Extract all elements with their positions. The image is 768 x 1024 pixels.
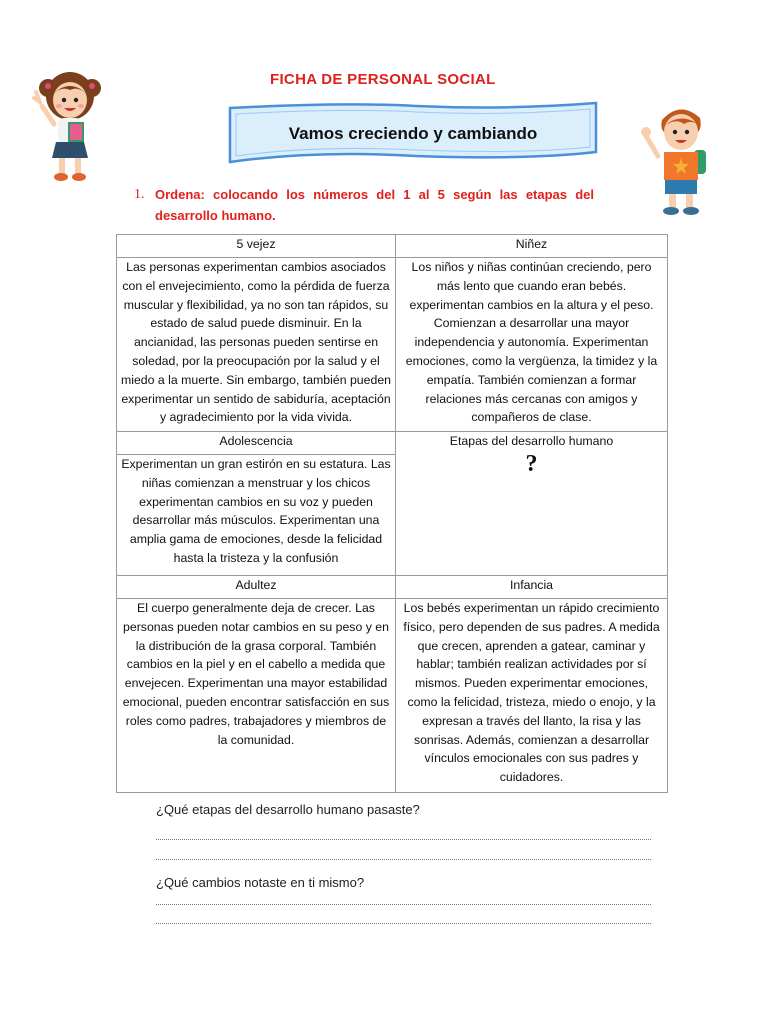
table-row — [117, 432, 668, 455]
activity-instruction — [134, 184, 594, 226]
answer-line[interactable] — [156, 839, 651, 840]
table-row — [117, 576, 668, 599]
girl-illustration — [30, 66, 110, 184]
center-label: Etapas del desarrollo humano — [449, 434, 614, 448]
table-row — [117, 235, 668, 258]
stages-table — [116, 234, 668, 793]
worksheet-title: FICHA DE PERSONAL SOCIAL — [270, 71, 496, 88]
banner-title: Vamos creciendo y cambiando — [288, 124, 538, 143]
answer-line[interactable] — [156, 904, 651, 905]
stage-text-adultez: El cuerpo generalmente deja de crecer. Las personas pueden notar cambios en su peso y en la distribución de la grasa corporal. También cambios en la piel y en el cabello a medida que envejecen. Experimentan una mayor estabilidad emocional, pueden encontrar satisfacción en sus roles como padres, trabajadores y miembros de la comunidad. — [117, 599, 396, 793]
stage-header-adultez: Adultez — [117, 576, 396, 599]
stage-header-vejez: 5 vejez — [117, 235, 396, 258]
stage-text-infancia: Los bebés experimentan un rápido crecimiento físico, pero dependen de sus padres. A medida que crecen, aprenden a gatear, caminar y hablar; también realizan actividades por sí mismos. Pueden experimentar emociones, como la felicidad, tristeza, miedo o enojo, y la expresan a través del llanto, la risa y las sonrisas. Además, comienzan a desarrollar vínculos emocionales con sus padres y cuidadores. — [396, 599, 668, 793]
question-mark: ? — [525, 450, 538, 477]
stage-header-ninez: Niñez — [396, 235, 668, 258]
table-row — [117, 258, 668, 432]
stage-text-vejez: Las personas experimentan cambios asociados con el envejecimiento, como la pérdida de fuerza muscular y flexibilidad, ya no son tan rápidos, su estado de salud puede disminuir. En la ancianidad, las personas pueden sentirse en soledad, por la preocupación por la salud y el miedo a la muerte. Sin embargo, también pueden experimentar un sentido de sabiduría, aceptación y agradecimiento por la vida vivida. — [117, 258, 396, 432]
stage-text-ninez: Los niños y niñas continúan creciendo, pero más lento que cuando eran bebés. experimentan cambios en la altura y el peso. Comienzan a desarrollar una mayor independencia y autonomía. Experimentan emociones, como la vergüenza, la timidez y la empatía. También comienzan a formar relaciones más cercanas con amigos y compañeros de clase. — [396, 258, 668, 432]
answer-line[interactable] — [156, 923, 651, 924]
stage-header-infancia: Infancia — [396, 576, 668, 599]
activity-text: Ordena: colocando los números del 1 al 5 según las etapas del desarrollo humano. — [155, 187, 594, 223]
question-stages: ¿Qué etapas del desarrollo humano pasaste? — [156, 802, 420, 817]
center-cell — [396, 432, 668, 576]
table-row — [117, 599, 668, 793]
question-changes: ¿Qué cambios notaste en ti mismo? — [156, 875, 365, 890]
stage-text-adolescencia: Experimentan un gran estirón en su estatura. Las niñas comienzan a menstruar y los chicos experimentan cambios en su voz y pueden desarrollar más músculos. Experimentan una amplia gama de emociones, desde la felicidad hasta la tristeza y la confusión — [117, 455, 396, 576]
stage-header-adolescencia: Adolescencia — [117, 432, 396, 455]
activity-number: 1. — [134, 187, 145, 202]
answer-line[interactable] — [156, 859, 651, 860]
boy-illustration — [640, 98, 720, 218]
